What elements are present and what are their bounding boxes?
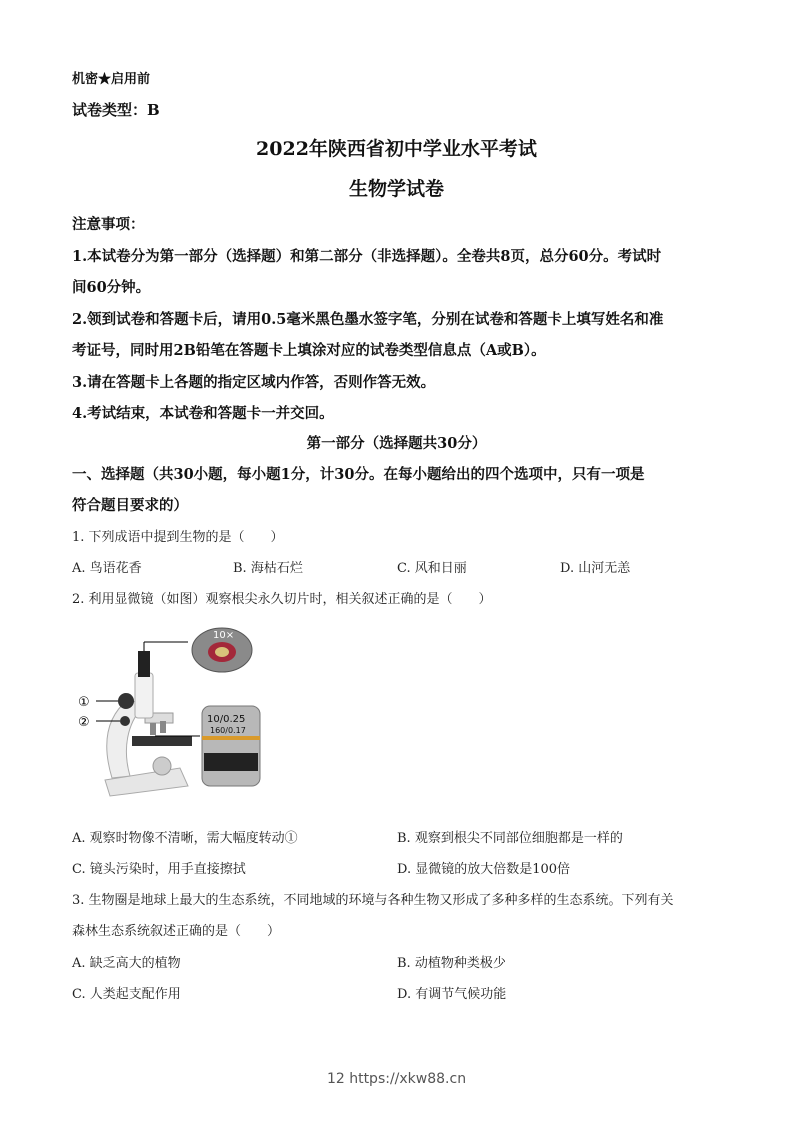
exam-title: 2022年陕西省初中学业水平考试	[256, 138, 537, 160]
notice-heading: 注意事项：	[72, 216, 145, 233]
q2-option-d: D. 显微镜的放大倍数是100倍	[397, 862, 571, 877]
question-3-stem: 3. 生物圈是地球上最大的生态系统，不同地域的环境与各种生物又形成了多种多样的生态系统。下列有关	[72, 893, 674, 908]
microscope-figure	[70, 618, 280, 808]
q1-option-a: A. 鸟语花香	[72, 561, 142, 576]
notice-line: 4.考试结束，本试卷和答题卡一并交回。	[72, 405, 334, 422]
microscope-icon	[70, 618, 280, 808]
section-instructions: 符合题目要求的）	[72, 497, 188, 514]
marker-coarse-focus: ①	[78, 695, 90, 710]
eyepiece-label: 10×	[213, 630, 235, 641]
q1-option-c: C. 风和日丽	[397, 561, 467, 576]
q3-option-d: D. 有调节气候功能	[397, 987, 507, 1002]
q2-option-a: A. 观察时物像不清晰，需大幅度转动①	[72, 831, 298, 846]
question-1-stem: 1. 下列成语中提到生物的是（ ）	[72, 530, 284, 545]
notice-line: 考证号，同时用2B铅笔在答题卡上填涂对应的试卷类型信息点（A或B）。	[72, 342, 546, 359]
q1-option-b: B. 海枯石烂	[233, 561, 303, 576]
question-2-stem: 2. 利用显微镜（如图）观察根尖永久切片时，相关叙述正确的是（ ）	[72, 592, 492, 607]
notice-line: 1.本试卷分为第一部分（选择题）和第二部分（非选择题）。全卷共8页，总分60分。考试时	[72, 248, 662, 265]
q3-option-c: C. 人类起支配作用	[72, 987, 181, 1002]
objective-label-2: 160/0.17	[210, 726, 246, 735]
q2-option-c: C. 镜头污染时，用手直接擦拭	[72, 862, 246, 877]
part1-heading: 第一部分（选择题共30分）	[306, 435, 487, 452]
q1-option-d: D. 山河无恙	[560, 561, 631, 576]
notice-line: 3.请在答题卡上各题的指定区域内作答，否则作答无效。	[72, 374, 436, 391]
q3-option-b: B. 动植物种类极少	[397, 956, 506, 971]
q3-option-a: A. 缺乏高大的植物	[72, 956, 181, 971]
page-footer: 12 https://xkw88.cn	[326, 1071, 467, 1087]
marker-fine-focus: ②	[78, 715, 90, 730]
question-3-stem-cont: 森林生态系统叙述正确的是（ ）	[72, 924, 281, 939]
exam-subtitle: 生物学试卷	[348, 178, 444, 200]
section-instructions: 一、选择题（共30小题，每小题1分，计30分。在每小题给出的四个选项中，只有一项是	[72, 466, 645, 483]
notice-line: 间60分钟。	[72, 279, 151, 296]
paper-type: 试卷类型：B	[72, 101, 160, 119]
q2-option-b: B. 观察到根尖不同部位细胞都是一样的	[397, 831, 623, 846]
confidential-label: 机密★启用前	[72, 72, 151, 87]
notice-line: 2.领到试卷和答题卡后，请用0.5毫米黑色墨水签字笔，分别在试卷和答题卡上填写姓名和准	[72, 311, 664, 328]
objective-label-1: 10/0.25	[207, 714, 246, 725]
